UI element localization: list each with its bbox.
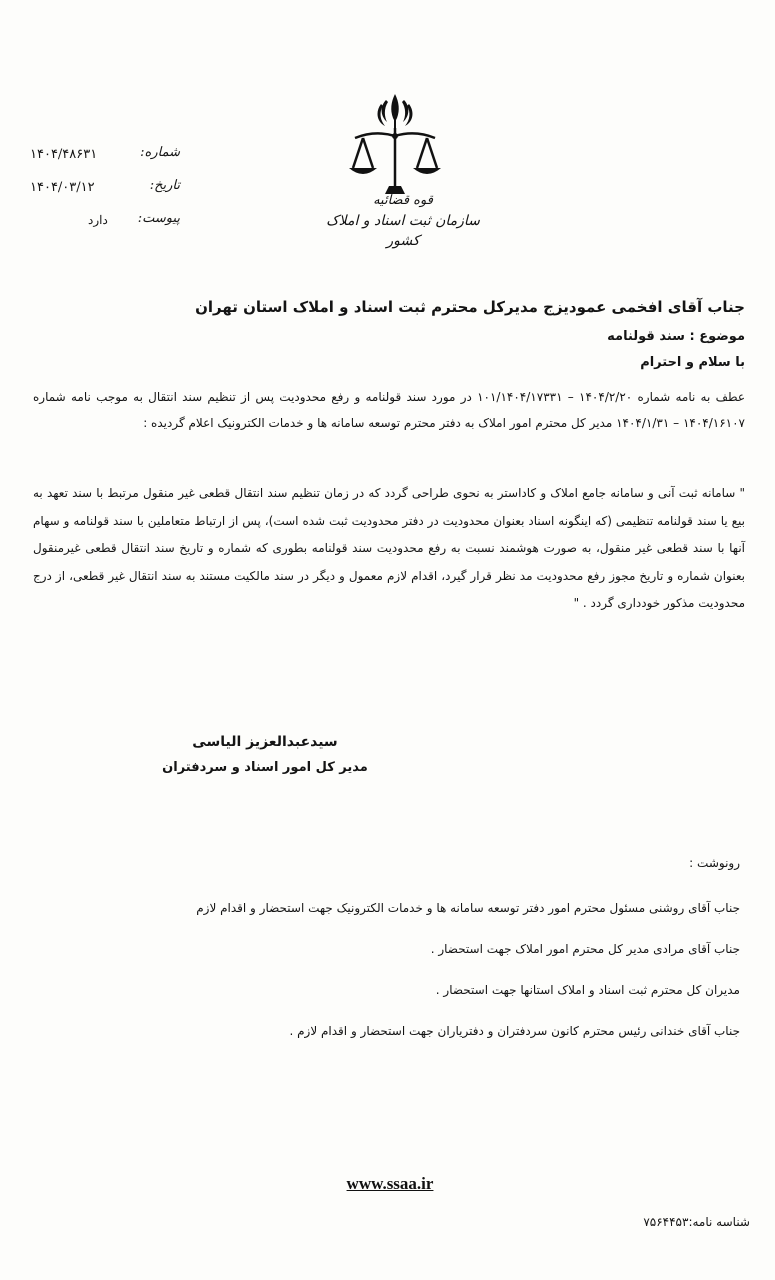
- org-registry: سازمان ثبت اسناد و املاک کشور: [326, 213, 480, 249]
- quoted-directive: " سامانه ثبت آنی و سامانه جامع املاک و کاداستر به نحوی طراحی گردد که در زمان تنظیم سند انتقال قطعی غیر منقول مرتبط با سند تعهد به بیع یا سند قولنامه تنظیمی (که اینگونه اسناد بعنوان محدودیت در دفتر محدودیت ثبت شده است)، پس از ارتباط متعاملین با سند قولنامه و سهام آنها با سند قطعی غیر منقول، به صورت هوشمند نسبت به رفع محدودیت سند قولنامه بطوری که شماره و تاریخ سند انتقال قطعی غیرمنقول بعنوان شماره و تاریخ مجوز رفع محدودیت مد نظر قرار گیرد، اقدام لازم معمول و دیگر در سند مالکیت مستند به سند انتقال غیر قطعی، از درج محدودیت مذکور خودداری گردد . ": [33, 486, 745, 610]
- body-paragraph: عطف به نامه شماره ۱۴۰۴/۲/۲۰ – ۱۰۱/۱۴۰۴/۱۷۳۳۱ در مورد سند قولنامه و رفع محدودیت پس از تنظیم سند انتقال به موجب نامه شماره ۱۴۰۴/۱۶۱۰۷ – ۱۴۰۴/۱/۳۱ مدیر کل محترم امور املاک به دفتر محترم توسعه سامانه ها و خدمات الکترونیک اعلام گردیده :: [33, 390, 746, 430]
- signature-block: [160, 730, 370, 782]
- tracking-value: ۷۵۶۴۴۵۳: [643, 1215, 689, 1229]
- date-row: [30, 178, 180, 211]
- letter-meta: [30, 145, 180, 244]
- org-judiciary: قوه قضائیه: [373, 193, 433, 208]
- judiciary-emblem-icon: [345, 90, 445, 202]
- number-row: [30, 145, 180, 178]
- attachment-value: دارد: [88, 213, 108, 227]
- cc-item: مدیران کل محترم ثبت اسناد و املاک استانها جهت استحضار .: [435, 983, 740, 997]
- cc-item: جناب آقای خندانی رئیس محترم کانون سردفتران و دفتریاران جهت استحضار و اقدام لازم .: [289, 1024, 740, 1038]
- letter-number: ۱۴۰۴/۴۸۶۳۱: [30, 147, 98, 162]
- attachment-row: [30, 211, 180, 244]
- cc-item: جناب آقای روشنی مسئول محترم امور دفتر توسعه سامانه ها و خدمات الکترونیک جهت استحضار و اقدام لازم: [196, 901, 740, 915]
- organization-name: [318, 192, 488, 251]
- tracking-label: شناسه نامه:: [688, 1215, 750, 1229]
- date-label: تاریخ:: [149, 178, 180, 193]
- addressee: جناب آقای افخمی عمودیزج مدیرکل محترم ثبت اسناد و املاک استان تهران: [195, 298, 745, 316]
- cc-heading: رونوشت :: [689, 856, 740, 870]
- subject: موضوع : سند قولنامه: [607, 329, 745, 344]
- signer-title: مدیر کل امور اسناد و سردفتران: [162, 760, 368, 775]
- tracking-id: [643, 1215, 750, 1229]
- signer-name: سیدعبدالعزیز الیاسی: [192, 734, 338, 750]
- number-label: شماره:: [140, 145, 180, 160]
- greeting: با سلام و احترام: [640, 355, 745, 370]
- letter-date: ۱۴۰۴/۰۳/۱۲: [30, 180, 95, 195]
- cc-list: [40, 898, 740, 1062]
- attachment-label: پیوست:: [137, 211, 180, 226]
- website-link[interactable]: www.ssaa.ir: [346, 1174, 434, 1193]
- cc-item: جناب آقای مرادی مدیر کل محترم امور املاک جهت استحضار .: [430, 942, 740, 956]
